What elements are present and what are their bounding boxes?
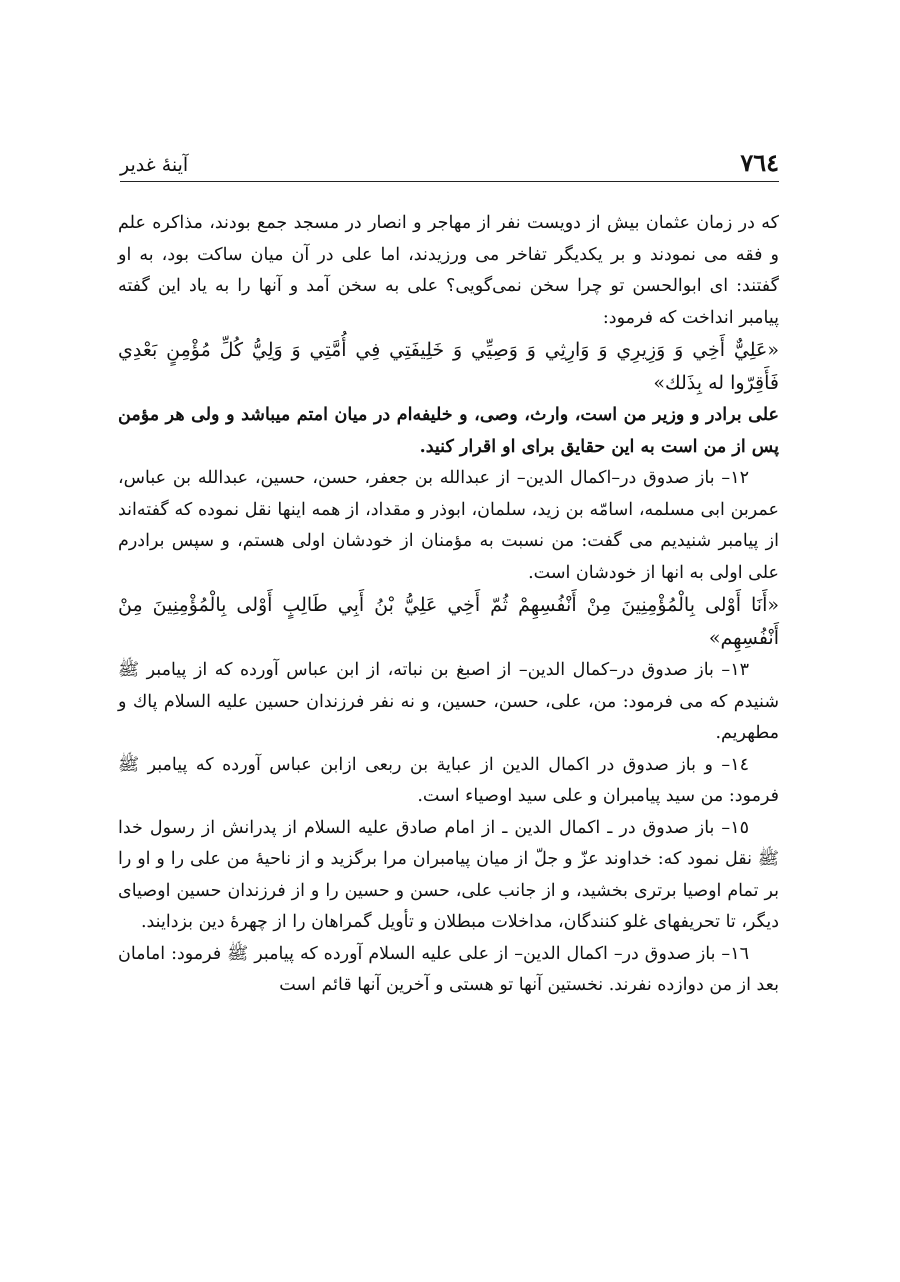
paragraph-14: ١٤– و باز صدوق در اكمال الدین از عبایة بن ربعی ازابن عباس آورده كه پیامبر ﷺ فرمود: من سید پیامبران و علی سید اوصیاء است. bbox=[118, 754, 779, 806]
paragraph-16: ١٦– باز صدوق در– اكمال الدین– از علی علیه السلام آورده كه پیامبر ﷺ فرمود: امامان بعد از من دوازده نفرند. نخستین آنها تو هستی و آخرین آنها قائم است bbox=[118, 943, 779, 995]
page-header bbox=[120, 148, 779, 178]
arabic-quote-2: «أَنَا أَوْلى بِالْمُؤْمِنِينَ مِنْ أَنْفُسِهِمْ ثُمّ أَخِي عَلِيُّ بْنُ أَبِي طَالِبٍ أَوْلى بِالْمُؤْمِنِينَ مِنْ أَنْفُسِهِم» bbox=[118, 594, 779, 649]
running-title: آینهٔ غدیر bbox=[120, 154, 189, 176]
page-body bbox=[118, 208, 779, 1002]
header-divider bbox=[120, 181, 779, 182]
paragraph-12: ١٢– باز صدوق در–اكمال الدین– از عبدالله بن جعفر، حسن، حسین، عبدالله بن عباس، عمربن ابی مسلمه، اسامّه بن زید، سلمان، ابوذر و مقداد، از همه اینها نقل نموده كه گفته‌اند از پیامبر شنیدیم می گفت: من نسبت به مؤمنان از خودشان اولی هستم، و سپس برادرم علی اولی به انها از خودشان است. bbox=[118, 468, 779, 583]
quote-1-translation: علی برادر و وزیر من است، وارث، وصی، و خلیفه‌ام در میان امتم میباشد و ولی هر مؤمن پس از من است به این حقایق برای او اقرار كنید. bbox=[118, 405, 779, 457]
page-number: ٧٦٤ bbox=[740, 148, 779, 177]
arabic-quote-1: «عَلِيٌّ أَخِي وَ وَزِيرِي وَ وَارِثِي وَ وَصِيِّي وَ خَلِيفَتِي فِي أُمَّتِي وَ وَلِيُّ كُلِّ مُؤْمِنٍ بَعْدِي فَأَقِرّوا له بِذَلك» bbox=[118, 339, 779, 394]
paragraph-15: ١٥– باز صدوق در ـ اكمال الدین ـ از امام صادق علیه السلام از پدرانش از رسول خدا ﷺ نقل نمود كه: خداوند عزّ و جلّ از میان پیامبران مرا برگزید و از ناحیهٔ من علی را و او را بر تمام اوصیا برتری بخشید، و از جانب علی، حسن و حسین را و از فرزندان حسین اوصیای دیگر، تا تحریفهای غلو كنندگان، مداخلات مبطلان و تأویل گمراهان را از چهرهٔ دین بزدایند. bbox=[118, 817, 779, 932]
paragraph-intro: كه در زمان عثمان بیش از دویست نفر از مهاجر و انصار در مسجد جمع بودند، مذاكره علم و فقه می نمودند و بر یكدیگر تفاخر می ورزیدند، اما علی در آن میان ساكت بود، به او گفتند: ای ابوالحسن تو چرا سخن نمی‌گویی؟ علی به سخن آمد و آنها را به یاد این گفته پیامبر انداخت كه فرمود: bbox=[118, 213, 779, 328]
paragraph-13: ١٣– باز صدوق در–كمال الدین– از اصبغ بن نباته، از ابن عباس آورده كه از پیامبر ﷺ شنیدم كه می فرمود: من، علی، حسن، حسین، و نه نفر فرزندان حسین علیه السلام پاك و مطهریم. bbox=[118, 660, 779, 743]
